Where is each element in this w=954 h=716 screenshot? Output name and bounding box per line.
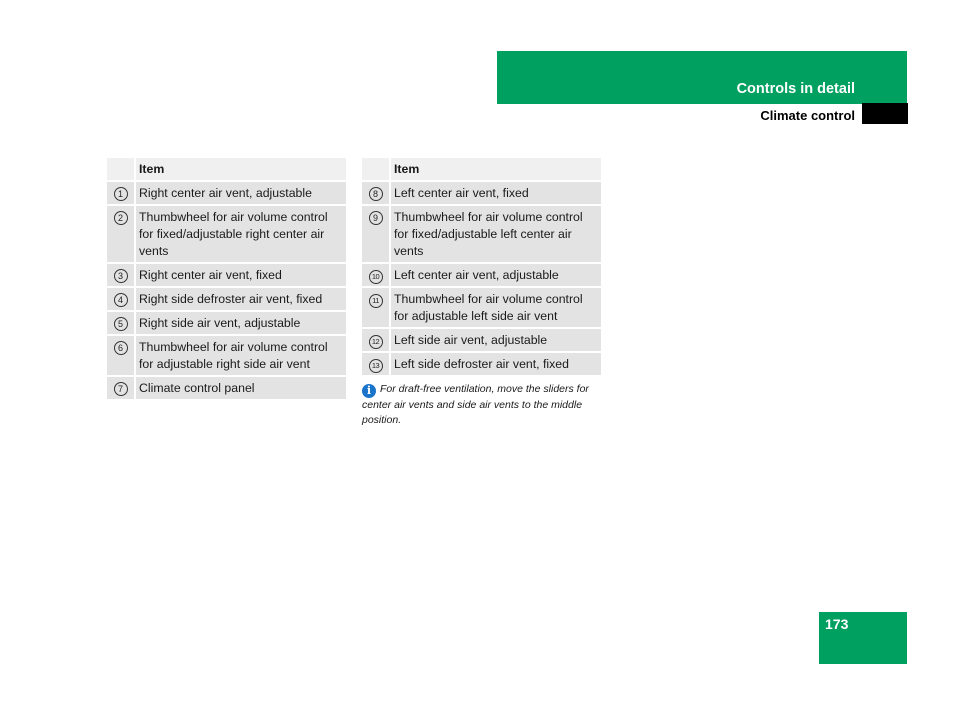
table-header-row <box>107 158 346 182</box>
table-row <box>362 329 601 353</box>
item-number-badge: 5 <box>114 317 128 331</box>
section-title: Controls in detail <box>736 81 855 97</box>
item-description: Thumbwheel for air volume control for fixed/adjustable left center air vents <box>391 206 601 264</box>
item-description: Left center air vent, fixed <box>391 182 601 206</box>
table-row <box>362 182 601 206</box>
item-number-badge: 1 <box>114 187 128 201</box>
header-item-label: Item <box>391 158 601 182</box>
item-description: Right center air vent, fixed <box>136 264 346 288</box>
item-number-badge: 13 <box>369 359 383 373</box>
item-description: Left center air vent, adjustable <box>391 264 601 288</box>
subsection-title: Climate control <box>760 108 855 123</box>
item-number-badge: 6 <box>114 341 128 355</box>
item-number-badge: 7 <box>114 382 128 396</box>
table-row <box>107 288 346 312</box>
item-number-badge: 9 <box>369 211 383 225</box>
item-description: Right center air vent, adjustable <box>136 182 346 206</box>
item-description: Right side defroster air vent, fixed <box>136 288 346 312</box>
table-header-row <box>362 158 601 182</box>
item-number-badge: 12 <box>369 335 383 349</box>
table-row <box>362 353 601 377</box>
info-icon: i <box>362 384 376 398</box>
header-item-label: Item <box>136 158 346 182</box>
info-note-text: For draft-free ventilation, move the sliders for center air vents and side air vents to the middle position. <box>362 383 589 426</box>
item-description: Thumbwheel for air volume control for adjustable left side air vent <box>391 288 601 329</box>
table-row <box>107 377 346 401</box>
table-row <box>107 264 346 288</box>
table-row <box>107 336 346 377</box>
table-row <box>107 312 346 336</box>
item-description: Left side air vent, adjustable <box>391 329 601 353</box>
item-description: Thumbwheel for air volume control for fixed/adjustable right center air vents <box>136 206 346 264</box>
table-row <box>107 182 346 206</box>
item-description: Thumbwheel for air volume control for adjustable right side air vent <box>136 336 346 377</box>
header-number-cell <box>107 158 136 182</box>
item-description: Climate control panel <box>136 377 346 401</box>
item-number-badge: 3 <box>114 269 128 283</box>
page-number: 173 <box>825 616 849 632</box>
table-row <box>362 288 601 329</box>
item-description: Right side air vent, adjustable <box>136 312 346 336</box>
table-row <box>362 206 601 264</box>
items-table-right <box>362 158 601 377</box>
page-number-box <box>819 612 907 664</box>
header-number-cell <box>362 158 391 182</box>
items-table-left <box>107 158 346 401</box>
info-note <box>362 382 604 428</box>
subsection-tab-marker <box>862 103 908 124</box>
item-description: Left side defroster air vent, fixed <box>391 353 601 377</box>
table-row <box>362 264 601 288</box>
item-number-badge: 10 <box>369 270 383 284</box>
item-number-badge: 2 <box>114 211 128 225</box>
table-row <box>107 206 346 264</box>
item-number-badge: 11 <box>369 294 383 308</box>
section-header-band <box>497 51 907 104</box>
item-number-badge: 4 <box>114 293 128 307</box>
item-number-badge: 8 <box>369 187 383 201</box>
